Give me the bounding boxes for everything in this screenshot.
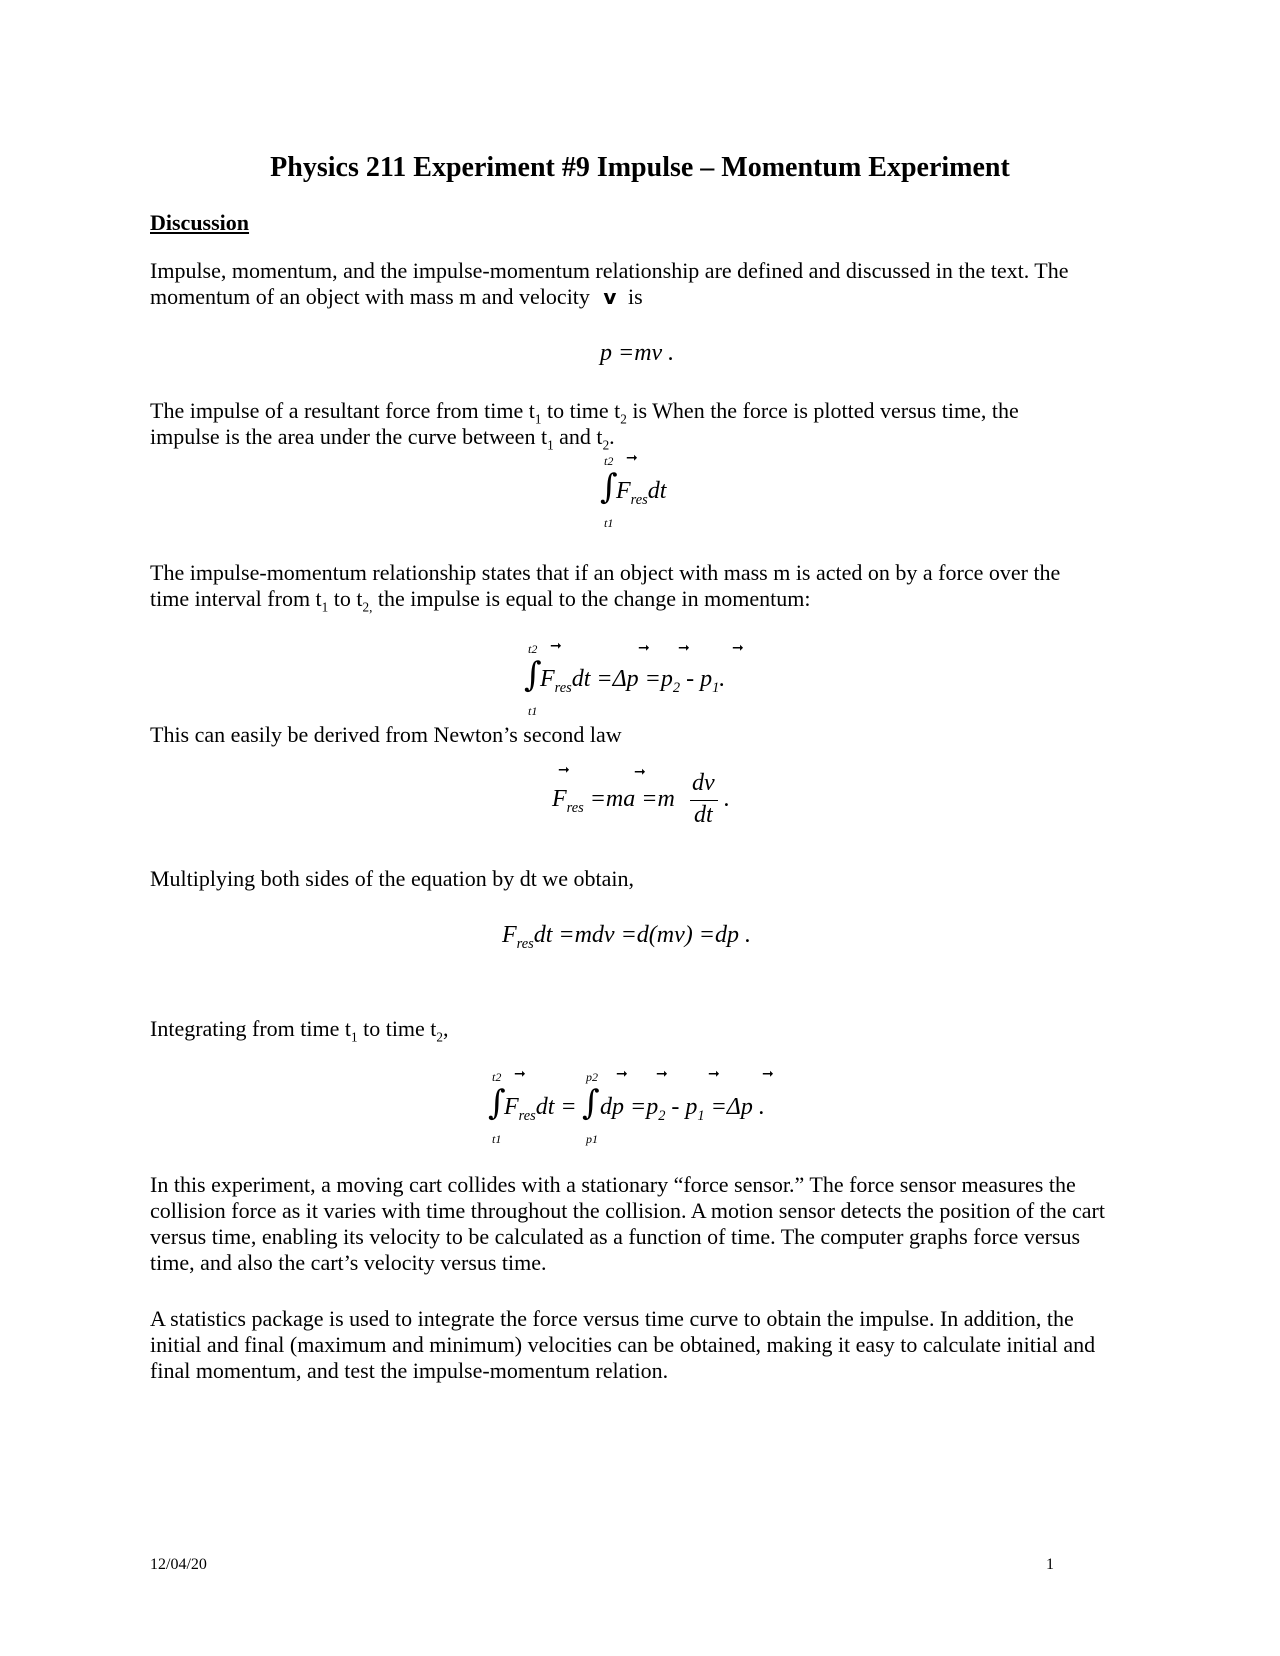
text-segment: . — [609, 424, 615, 449]
integrated-subscript: res — [518, 1107, 536, 1124]
relation-part: . — [719, 666, 726, 692]
text-segment: The impulse of a resultant force from time t — [150, 398, 535, 423]
newton-part: =ma =m — [583, 786, 675, 812]
integrand-subscript: res — [630, 491, 648, 508]
section-heading-discussion: Discussion — [150, 210, 250, 235]
integrated-force: F — [504, 1094, 519, 1120]
integral-upper-limit: t2 — [528, 642, 538, 656]
equation-momentum: p =mv . — [600, 340, 675, 366]
integrated-part: - p — [665, 1094, 698, 1120]
paragraph-multiplying: Multiplying both sides of the equation by dt we obtain, — [150, 866, 634, 891]
paragraph-relation-line2 — [150, 586, 810, 620]
vector-arrow-icon: ➞ — [514, 1066, 526, 1082]
integrand-force: F — [616, 478, 631, 504]
integral-sign-icon: ∫ — [488, 1083, 506, 1123]
subscript: 1 — [547, 437, 554, 453]
text-segment: time interval from t — [150, 586, 322, 611]
paragraph-relation-line1: The impulse-momentum relationship states that if an object with mass m is acted on by a force over the — [150, 560, 1061, 585]
footer-page-number: 1 — [1046, 1556, 1054, 1573]
paragraph-intro-text: momentum of an object with mass m and velocity — [150, 284, 590, 309]
integral-lower-limit: t1 — [492, 1132, 502, 1146]
integral-lower-limit: p1 — [586, 1132, 598, 1146]
integral-upper-limit: t2 — [492, 1070, 502, 1084]
vector-arrow-icon: ➞ — [616, 1066, 628, 1082]
text-segment: is When the force is plotted versus time, the — [626, 398, 1019, 423]
paragraph-integrating — [150, 1016, 449, 1050]
equation-integrated — [488, 1066, 808, 1150]
text-segment: to time t — [541, 398, 621, 423]
newton-expression — [552, 786, 675, 817]
differential-part: dt =mdv =d(mv) =dp . — [533, 922, 751, 948]
paragraph-experiment: In this experiment, a moving cart collides with a stationary “force sensor.” The force sensor measures the collision force as it varies with time throughout the collision. A motion sensor detects the position of the cart versus time, enabling its velocity to be calculated as a function of time. The computer graphs force versus time, and also the cart’s velocity versus time. — [150, 1172, 1105, 1275]
subscript: 2, — [362, 599, 373, 615]
integrated-part: =Δp . — [704, 1094, 765, 1120]
paragraph-impulse-line2 — [150, 424, 615, 458]
paragraph-intro-line1: Impulse, momentum, and the impulse-momentum relationship are defined and discussed in the text. The — [150, 258, 1069, 283]
newton-end: . — [724, 786, 730, 812]
subscript: 2 — [436, 1029, 444, 1045]
integral-sign-icon: ∫ — [600, 467, 618, 507]
text-segment: , — [443, 1016, 449, 1041]
fraction-denominator: dt — [694, 802, 713, 828]
paragraph-intro-is: is — [627, 284, 643, 309]
integrand-dt: dt — [647, 478, 667, 504]
paragraph-statistics: A statistics package is used to integrate the force versus time curve to obtain the impulse. In addition, the initial and final (maximum and minimum) velocities can be obtained, making it easy to calculate initial and final momentum, and test the impulse-momentum relation. — [150, 1306, 1096, 1383]
velocity-symbol: v — [603, 285, 617, 309]
vector-arrow-icon: ➞ — [708, 1066, 720, 1082]
vector-arrow-icon: ➞ — [634, 764, 646, 780]
relation-subscript: 2 — [672, 679, 681, 696]
relation-subscript: 1 — [712, 679, 720, 696]
subscript: 1 — [321, 599, 329, 615]
text-segment: and t — [553, 424, 603, 449]
integral-upper-limit: p2 — [586, 1070, 598, 1084]
vector-arrow-icon: ➞ — [678, 640, 690, 656]
integrated-right — [600, 1094, 765, 1125]
integral-upper-limit: t2 — [604, 454, 614, 468]
footer-date: 12/04/20 — [150, 1556, 207, 1573]
paragraph-intro-line2 — [150, 284, 643, 310]
text-segment: Integrating from time t — [150, 1016, 351, 1041]
integrated-subscript: 1 — [697, 1107, 705, 1124]
document-title: Physics 211 Experiment #9 Impulse – Momentum Experiment — [270, 152, 1010, 183]
equation-impulse — [600, 450, 720, 534]
text-segment: to t — [328, 586, 363, 611]
vector-arrow-icon: ➞ — [638, 640, 650, 656]
newton-subscript: res — [566, 799, 584, 816]
integrated-part: dt = — [535, 1094, 577, 1120]
vector-arrow-icon: ➞ — [558, 762, 570, 778]
text-segment: the impulse is equal to the change in momentum: — [372, 586, 811, 611]
text-segment: impulse is the area under the curve between t — [150, 424, 548, 449]
integral-lower-limit: t1 — [528, 704, 538, 718]
differential-subscript: res — [516, 935, 534, 952]
subscript: 2 — [602, 437, 610, 453]
relation-part: dt =Δp =p — [571, 666, 673, 692]
fraction-numerator: dv — [692, 770, 715, 796]
integrated-left — [504, 1094, 577, 1125]
integral-sign-icon: ∫ — [582, 1083, 600, 1123]
relation-expression — [540, 666, 725, 697]
relation-subscript: res — [554, 679, 572, 696]
relation-part: - p — [680, 666, 713, 692]
relation-force: F — [540, 666, 555, 692]
equation-differential — [502, 922, 751, 953]
differential-force: F — [502, 922, 517, 948]
vector-arrow-icon: ➞ — [550, 638, 562, 654]
newton-force: F — [552, 786, 567, 812]
vector-arrow-icon: ➞ — [656, 1066, 668, 1082]
integrand — [616, 478, 666, 509]
integrated-subscript: 2 — [658, 1107, 666, 1124]
subscript: 1 — [351, 1029, 358, 1045]
paragraph-newton: This can easily be derived from Newton’s second law — [150, 722, 622, 747]
vector-arrow-icon: ➞ — [732, 640, 744, 656]
subscript: 2 — [620, 411, 627, 427]
integral-lower-limit: t1 — [604, 516, 614, 530]
integrated-part: dp =p — [600, 1094, 659, 1120]
text-segment: to time t — [357, 1016, 437, 1041]
equation-impulse-momentum — [524, 638, 784, 722]
integral-sign-icon: ∫ — [524, 655, 542, 695]
vector-arrow-icon: ➞ — [762, 1066, 774, 1082]
equation-newton — [552, 762, 752, 836]
subscript: 1 — [534, 411, 542, 427]
vector-arrow-icon: ➞ — [626, 450, 638, 466]
fraction-bar — [690, 800, 718, 801]
